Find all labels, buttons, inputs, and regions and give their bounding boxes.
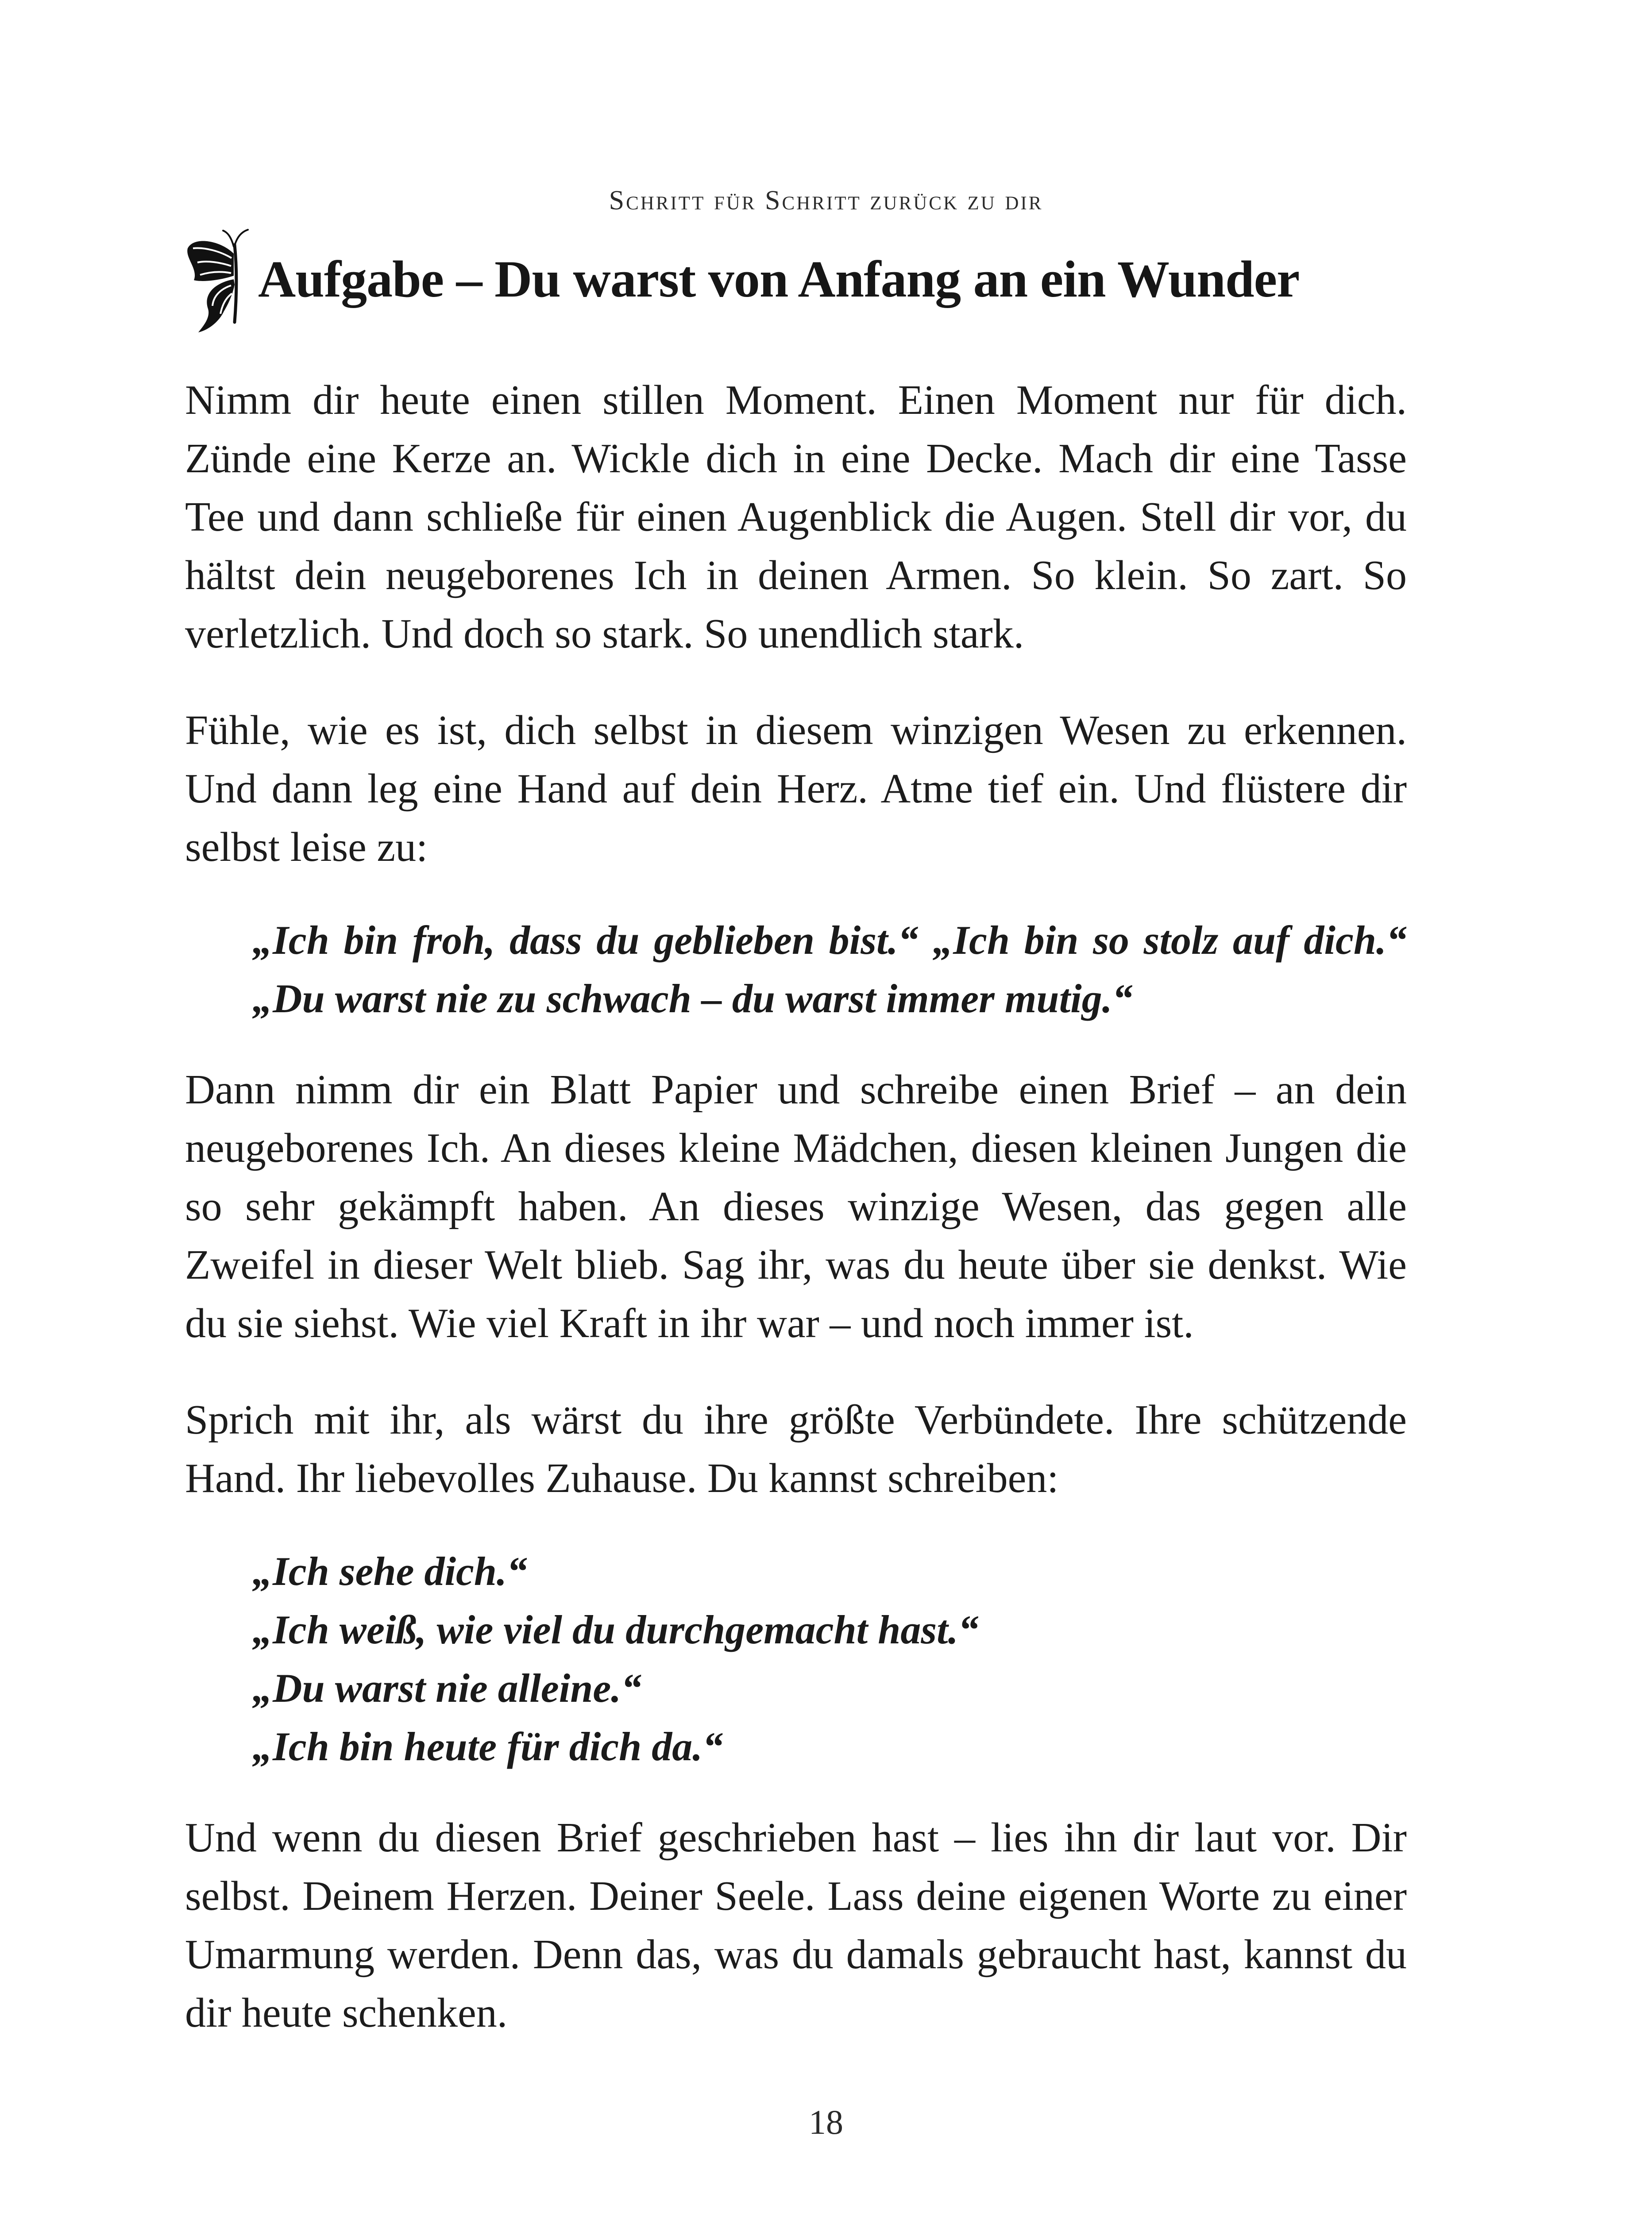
running-head: Schritt für Schritt zurück zu dir [609, 185, 1043, 216]
paragraph: Und wenn du diesen Brief geschrieben hast – lies ihn dir laut vor. Dir selbst. Deinem Herzen. Deiner Seele. Lass deine eigenen Worte zu einer Umarmung werden. Denn das, was du damals gebraucht hast, kannst du dir heute schenken. [185, 1815, 1407, 2036]
quote-block [185, 911, 1407, 1028]
paragraph: Sprich mit ihr, als wärst du ihre größte Verbündete. Ihre schützende Hand. Ihr liebevolles Zuhause. Du kannst schreiben: [185, 1397, 1407, 1501]
page-number: 18 [809, 2103, 843, 2141]
quote-text: „Ich bin froh, dass du geblieben bist.“ „Ich bin so stolz auf dich.“ „Du warst nie zu schwach – du warst immer mutig.“ [252, 918, 1407, 1021]
quote-block [185, 1542, 1407, 1776]
body-text [185, 371, 1407, 2080]
paragraph: Dann nimm dir ein Blatt Papier und schreibe einen Brief – an dein neugeborenes Ich. An dieses kleine Mädchen, diesen kleinen Jungen die so sehr gekämpft haben. An dieses winzige Wesen, das gegen alle Zweifel in dieser Welt blieb. Sag ihr, was du heute über sie denkst. Wie du sie siehst. Wie viel Kraft in ihr war – und noch immer ist. [185, 1067, 1407, 1346]
page-heading: Aufgabe – Du warst von Anfang an ein Wunder [258, 250, 1300, 308]
paragraph: Fühle, wie es ist, dich selbst in diesem winzigen Wesen zu erkennen. Und dann leg eine Hand auf dein Herz. Atme tief ein. Und flüstere dir selbst leise zu: [185, 707, 1407, 870]
paragraph: Nimm dir heute einen stillen Moment. Einen Moment nur für dich. Zünde eine Kerze an. Wickle dich in eine Decke. Mach dir eine Tasse Tee und dann schließe für einen Augenblick die Augen. Stell dir vor, du hältst dein neugeborenes Ich in deinen Armen. So klein. So zart. So verletzlich. Und doch so stark. So unendlich stark. [185, 377, 1407, 657]
quote-line: „Ich sehe dich.“ [252, 1549, 527, 1594]
quote-line: „Du warst nie alleine.“ [252, 1666, 642, 1711]
butterfly-icon [185, 227, 251, 333]
heading-row [185, 224, 1469, 339]
quote-line: „Ich bin heute für dich da.“ [252, 1724, 723, 1769]
quote-line: „Ich weiß, wie viel du durchgemacht hast.“ [252, 1607, 979, 1652]
